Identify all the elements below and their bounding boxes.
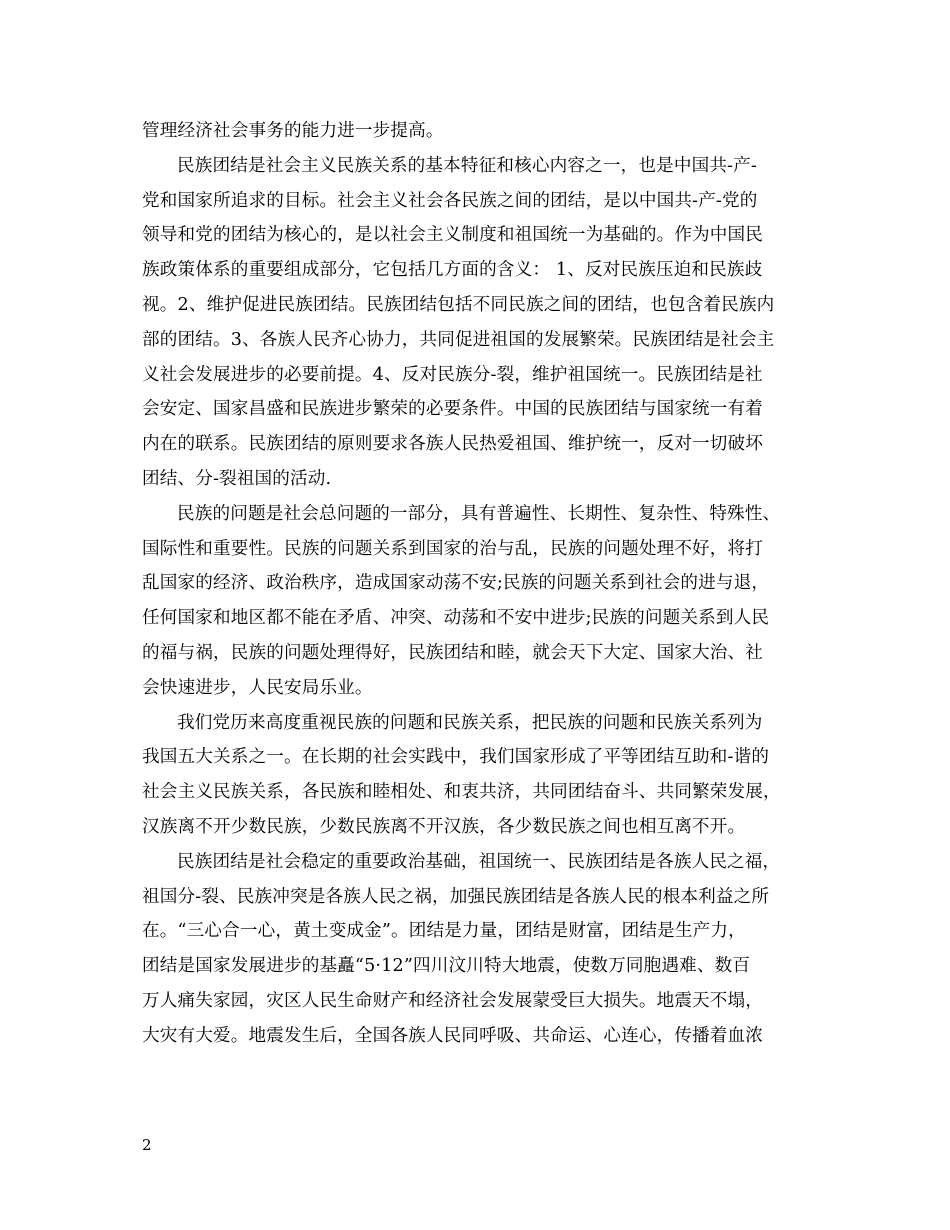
text-line: 我国五大关系之一。在长期的社会实践中，我们国家形成了平等团结互助和-谐的 [142, 747, 770, 768]
text-line: 的福与祸，民族的问题处理得好，民族团结和睦，就会天下大定、国家大治、社 [142, 642, 764, 663]
text-line: 团结是国家发展进步的基矗“5·12”四川汶川特大地震，使数万同胞遇难、数百 [142, 956, 751, 977]
text-line: 内在的联系。民族团结的原则要求各族人民热爱祖国、维护统一，反对一切破坏 [142, 434, 764, 455]
text-line: 族政策体系的重要组成部分，它包括几方面的含义： 1、反对民族压迫和民族歧 [142, 260, 763, 281]
text-line: 汉族离不开少数民族，少数民族离不开汉族，各少数民族之间也相互离不开。 [142, 816, 746, 837]
text-line: 祖国分-裂、民族冲突是各族人民之祸，加强民族团结是各族人民的根本利益之所 [142, 886, 770, 907]
text-line: 领导和党的团结为核心的，是以社会主义制度和祖国统一为基础的。作为中国民 [142, 225, 764, 246]
text-line: 会安定、国家昌盛和民族进步繁荣的必要条件。中国的民族团结与国家统一有着 [142, 399, 764, 420]
page-number: 2 [142, 1136, 152, 1154]
text-line: 会快速进步，人民安局乐业。 [142, 677, 373, 698]
text-line: 义社会发展进步的必要前提。4、反对民族分-裂，维护祖国统一。民族团结是社 [142, 364, 763, 385]
text-line: 民族的问题是社会总问题的一部分，具有普遍性、长期性、复杂性、特殊性、 [177, 503, 781, 524]
text-line: 国际性和重要性。民族的问题关系到国家的治与乱，民族的问题处理不好，将打 [142, 538, 764, 559]
text-line: 部的团结。3、各族人民齐心协力，共同促进祖国的发展繁荣。民族团结是社会主 [142, 329, 775, 350]
text-line: 民族团结是社会主义民族关系的基本特征和核心内容之一，也是中国共-产- [177, 155, 757, 176]
text-line: 我们党历来高度重视民族的问题和民族关系，把民族的问题和民族关系列为 [177, 712, 763, 733]
text-line: 大灾有大爱。地震发生后，全国各族人民同呼吸、共命运、心连心，传播着血浓 [142, 1025, 764, 1046]
text-line: 任何国家和地区都不能在矛盾、冲突、动荡和不安中进步;民族的问题关系到人民 [142, 608, 770, 629]
text-line: 视。2、维护促进民族团结。民族团结包括不同民族之间的团结，也包含着民族内 [142, 294, 775, 315]
text-line: 管理经济社会事务的能力进一步提高。 [142, 121, 444, 141]
text-line: 民族团结是社会稳定的重要政治基础，祖国统一、民族团结是各族人民之福， [177, 851, 781, 872]
body-text [142, 114, 812, 1054]
text-line: 在。“三心合一心，黄土变成金”。团结是力量，团结是财富，团结是生产力， [142, 921, 746, 942]
text-line: 团结、分-裂祖国的活动. [142, 468, 332, 489]
text-line: 万人痛失家园，灾区人民生命财产和经济社会发展蒙受巨大损失。地震天不塌， [142, 990, 764, 1011]
text-line: 社会主义民族关系，各民族和睦相处、和衷共济，共同团结奋斗、共同繁荣发展， [142, 782, 781, 803]
text-line: 乱国家的经济、政治秩序，造成国家动荡不安;民族的问题关系到社会的进与退， [142, 573, 770, 594]
text-line: 党和国家所追求的目标。社会主义社会各民族之间的团结，是以中国共-产-党的 [142, 190, 758, 211]
